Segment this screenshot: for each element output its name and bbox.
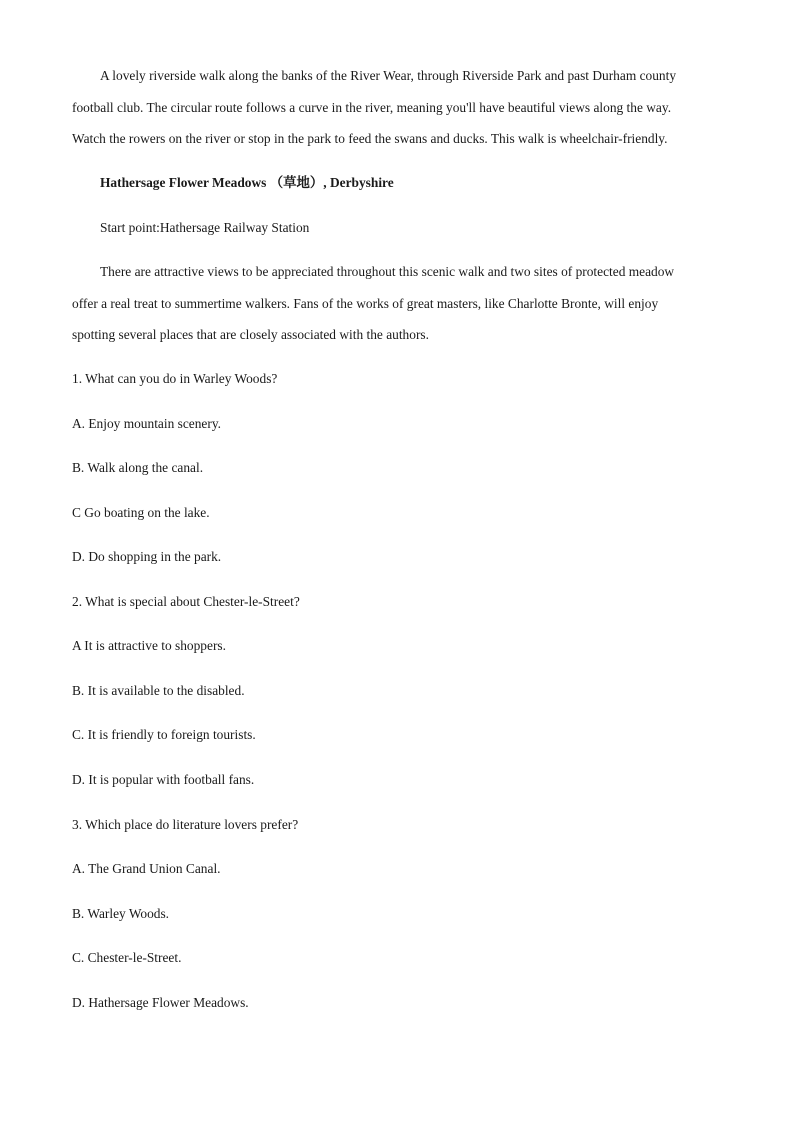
question-1-option-c: C Go boating on the lake. bbox=[72, 505, 210, 520]
riverside-paragraph-line-3: Watch the rowers on the river or stop in the park to feed the swans and ducks. This walk is wheelchair-friendly. bbox=[72, 131, 668, 146]
question-2-option-c: C. It is friendly to foreign tourists. bbox=[72, 727, 256, 742]
question-2-option-b: B. It is available to the disabled. bbox=[72, 683, 245, 698]
hathersage-paragraph-line-1: There are attractive views to be appreciated throughout this scenic walk and two sites of protected meadow bbox=[100, 264, 675, 279]
hathersage-paragraph-line-3: spotting several places that are closely associated with the authors. bbox=[72, 327, 429, 342]
question-3-option-d: D. Hathersage Flower Meadows. bbox=[72, 995, 249, 1010]
question-1-option-d: D. Do shopping in the park. bbox=[72, 549, 222, 564]
question-1: 1. What can you do in Warley Woods? bbox=[72, 371, 278, 386]
question-2-option-a: A It is attractive to shoppers. bbox=[72, 638, 226, 653]
hathersage-paragraph-line-2: offer a real treat to summertime walkers. Fans of the works of great masters, like Charlotte Bronte, will enjoy bbox=[72, 296, 659, 311]
start-point: Start point:Hathersage Railway Station bbox=[100, 220, 310, 235]
question-1-option-b: B. Walk along the canal. bbox=[72, 460, 204, 475]
question-3-option-b: B. Warley Woods. bbox=[72, 906, 170, 921]
riverside-paragraph-line-2: football club. The circular route follows a curve in the river, meaning you'll have beautiful views along the way. bbox=[72, 100, 672, 115]
question-2: 2. What is special about Chester-le-Street? bbox=[72, 594, 300, 609]
question-3: 3. Which place do literature lovers prefer? bbox=[72, 817, 299, 832]
question-3-option-c: C. Chester-le-Street. bbox=[72, 950, 182, 965]
riverside-paragraph-line-1: A lovely riverside walk along the banks of the River Wear, through Riverside Park and past Durham county bbox=[100, 68, 677, 83]
question-2-option-d: D. It is popular with football fans. bbox=[72, 772, 255, 787]
question-1-option-a: A. Enjoy mountain scenery. bbox=[72, 416, 221, 431]
question-3-option-a: A. The Grand Union Canal. bbox=[72, 861, 221, 876]
hathersage-heading: Hathersage Flower Meadows （草地）, Derbyshire bbox=[100, 175, 394, 190]
